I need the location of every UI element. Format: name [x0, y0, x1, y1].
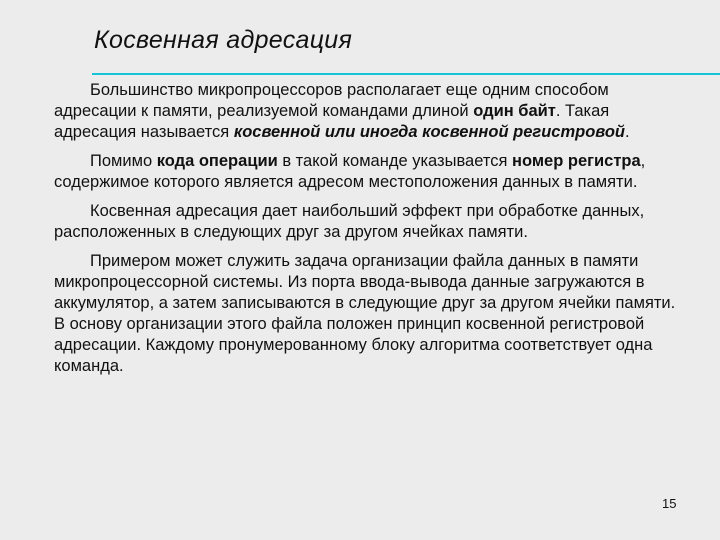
p1-text-3: . [625, 123, 630, 141]
paragraph-4: Примером может служить задача организации файла данных в памяти микропроцессорной системы. Из порта ввода-вывода данные загружаются в аккумулятор, а затем записываются в следующие друг за другом ячейки памяти. В основу организации этого файла положен принцип косвенной регистровой адресации. Каждому пронумерованному блоку алгоритма соответствует одна команда. [54, 252, 676, 375]
p2-text-2: в такой команде указывается [277, 152, 512, 170]
p2-bold-term-2: номер регистра [512, 152, 641, 170]
p2-text-3: , содержимое которого является адресом местоположения данных в памяти. [54, 152, 646, 191]
p1-bold-italic-term: косвенной или иногда косвенной регистровой [233, 123, 626, 141]
paragraph-3: Косвенная адресация дает наибольший эффект при обработке данных, расположенных в следующих друг за другом ячейках памяти. [54, 202, 645, 241]
p2-bold-term-1: кода операции [156, 152, 278, 170]
p1-text-1: Большинство микропроцессоров располагает еще одним способом адресации к памяти, реализуемой командами длиной [54, 81, 609, 120]
paragraph-1 [54, 80, 678, 143]
p1-text-2: . Такая адресация называется [54, 102, 610, 141]
title-underline [92, 73, 720, 75]
p2-text-1: Помимо [90, 152, 157, 170]
page-number: 15 [662, 496, 677, 511]
slide-body [54, 80, 678, 385]
slide-title: Косвенная адресация [94, 26, 353, 54]
p1-bold-term: один байт [473, 102, 556, 120]
paragraph-2 [54, 151, 678, 193]
